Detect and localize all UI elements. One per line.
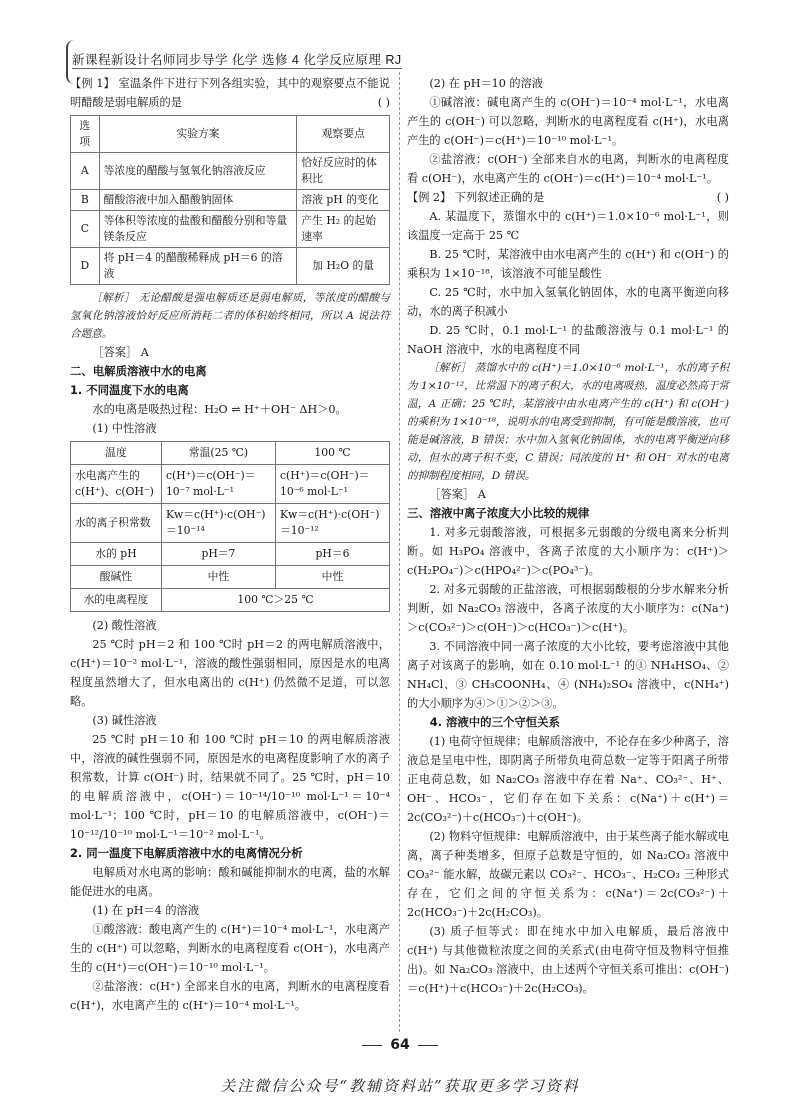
table-cell: 温度 [71, 442, 162, 465]
water-ionization-table [70, 441, 390, 612]
table-cell: 常温(25 ℃) [161, 442, 275, 465]
table-cell: pH＝7 [161, 543, 275, 566]
table-cell: 水的电离程度 [71, 589, 162, 612]
table-cell: 醋酸溶液中加入醋酸钠固体 [99, 190, 297, 211]
example-1-question: 【例 1】 室温条件下进行下列各组实验，其中的观察要点不能说明醋酸是弱电解质的是 ( ) [70, 77, 390, 109]
example-2-option-c: C. 25 ℃时，水中加入氢氧化钠固体，水的电离平衡逆向移动，水的离子积减小 [407, 286, 729, 318]
water-ionization-text: 水的电离是吸热过程：H₂O ⇌ H⁺＋OH⁻ ΔH＞0。 [92, 403, 347, 416]
table-cell: A [71, 153, 100, 190]
example-2-question: 【例 2】 下列叙述正确的是 ( ) [407, 191, 729, 204]
example-2-answer: ［答案］ A [429, 488, 486, 501]
table-row [71, 543, 390, 566]
table-cell: 酸碱性 [71, 566, 162, 589]
table-cell: 加 H₂O 的量 [297, 248, 390, 285]
example-1-table [70, 115, 390, 285]
ph4-acid-text: ①酸溶液：酸电离产生的 c(H⁺)＝10⁻⁴ mol·L⁻¹，水电离产生的 c(H⁺) 可以忽略，判断水的电离程度看 c(OH⁻)，水电离产生的 c(H⁺)＝c(OH⁻)＝10⁻¹⁰ mol·L⁻¹。 [70, 923, 390, 974]
table-cell: 中性 [275, 566, 389, 589]
rule-4-title: 4. 溶液中的三个守恒关系 [429, 715, 560, 729]
example-2-option-a: A. 某温度下，蒸馏水中的 c(H⁺)＝1.0×10⁻⁶ mol·L⁻¹，则该温度一定高于 25 ℃ [407, 210, 729, 242]
subsection-2-2: 2. 同一温度下电解质溶液中水的电离情况分析 [70, 846, 303, 860]
ph4-salt-text: ②盐溶液：c(H⁺) 全部来自水的电离，判断水的电离程度看 c(H⁺)，水电离产生的 c(H⁺)＝10⁻⁴ mol·L⁻¹。 [70, 980, 390, 1012]
table-cell: Kw＝c(H⁺)·c(OH⁻)＝10⁻¹² [275, 504, 389, 543]
table-header-cell: 选项 [71, 116, 100, 153]
table-cell: 水的 pH [71, 543, 162, 566]
table-cell: 恰好反应时的体积比 [297, 153, 390, 190]
acid-solution-label: (2) 酸性溶液 [92, 619, 157, 632]
table-cell: 100 ℃ [275, 442, 389, 465]
ph10-label: (2) 在 pH＝10 的溶液 [429, 77, 543, 90]
table-cell: 等浓度的醋酸与氢氧化钠溶液反应 [99, 153, 297, 190]
table-row [71, 465, 390, 504]
table-row [71, 442, 390, 465]
right-column [407, 74, 729, 998]
table-cell: 水电离产生的 c(H⁺)、c(OH⁻) [71, 465, 162, 504]
ph4-label: (1) 在 pH＝4 的溶液 [92, 904, 199, 917]
table-row [71, 153, 390, 190]
base-solution-text: 25 ℃时 pH＝10 和 100 ℃时 pH＝10 的两电解质溶液中，溶液的碱性强弱不同，原因是水的电离程度影响了水的离子积常数，计算 c(OH⁻) 时，结果就不同了。25 ℃时，pH＝10 的电解质溶液中，c(OH⁻)＝10⁻¹⁴/10⁻¹⁰ mol·L⁻¹＝10⁻⁴ mol·L⁻¹；100 ℃时，pH＝10 的电解质溶液中，c(OH⁻)＝10⁻¹²/10⁻¹⁰ mol·L⁻¹＝10⁻² mol·L⁻¹。 [70, 733, 390, 841]
header-rule [72, 68, 402, 69]
table-cell: 中性 [161, 566, 275, 589]
table-cell: D [71, 248, 100, 285]
table-cell: C [71, 211, 100, 248]
table-row [71, 504, 390, 543]
proton-conservation: (3) 质子恒等式：即在纯水中加入电解质，最后溶液中 c(H⁺) 与其他微粒浓度之间的关系式(由电荷守恒及物料守恒推出)。如 Na₂CO₃ 溶液中，由上述两个守恒关系可推出：c(OH⁻)＝c(H⁺)＋c(HCO₃⁻)＋2c(H₂CO₃)。 [407, 925, 729, 995]
column-divider [399, 72, 400, 1032]
table-cell: Kw＝c(H⁺)·c(OH⁻)＝10⁻¹⁴ [161, 504, 275, 543]
table-cell: 水的离子积常数 [71, 504, 162, 543]
ph10-base-text: ①碱溶液：碱电离产生的 c(OH⁻)＝10⁻⁴ mol·L⁻¹，水电离产生的 c(OH⁻) 可以忽略，判断水的电离程度看 c(H⁺)，水电离产生的 c(OH⁻)＝c(H⁺)＝10⁻¹⁰ mol·L⁻¹。 [407, 96, 729, 147]
table-cell: 100 ℃＞25 ℃ [161, 589, 389, 612]
table-cell: c(H⁺)＝c(OH⁻)＝10⁻⁷ mol·L⁻¹ [161, 465, 275, 504]
table-cell: pH＝6 [275, 543, 389, 566]
table-cell: B [71, 190, 100, 211]
table-header-cell: 实验方案 [99, 116, 297, 153]
table-cell: 溶液 pH 的变化 [297, 190, 390, 211]
electrolyte-effect-text: 电解质对水电离的影响：酸和碱能抑制水的电离，盐的水解能促进水的电离。 [70, 866, 390, 898]
table-header-row [71, 116, 390, 153]
rule-2: 2. 对多元弱酸的正盐溶液，可根据弱酸根的分步水解来分析判断，如 Na₂CO₃ 溶液中，各离子浓度的大小顺序为：c(Na⁺)＞c(CO₃²⁻)＞c(OH⁻)＞c(HCO₃⁻)＞c(H⁺)。 [407, 583, 729, 634]
section-3-title: 三、溶液中离子浓度大小比较的规律 [407, 506, 590, 520]
table-header-cell: 观察要点 [297, 116, 390, 153]
left-column [70, 74, 390, 1015]
rule-1: 1. 对多元弱酸溶液，可根据多元弱酸的分级电离来分析判断。如 H₃PO₄ 溶液中，各离子浓度的大小顺序为：c(H⁺)＞c(H₂PO₄⁻)＞c(HPO₄²⁻)＞c(PO₄³⁻)。 [407, 526, 729, 577]
rule-3: 3. 不同溶液中同一离子浓度的大小比较，要考虑溶液中其他离子对该离子的影响，如在 0.10 mol·L⁻¹ 的① NH₄HSO₄、② NH₄Cl、③ CH₃COONH₄、④ (NH₄)₂SO₄ 溶液中，c(NH₄⁺) 的大小顺序为④＞①＞②＞③。 [407, 640, 729, 710]
page-number: 64 [0, 1037, 800, 1053]
material-conservation: (2) 物料守恒规律：电解质溶液中，由于某些离子能水解或电离，离子种类增多，但原子总数是守恒的，如 Na₂CO₃ 溶液中 CO₃²⁻ 能水解，故碳元素以 CO₃²⁻、HCO₃⁻、H₂CO₃ 三种形式存在，它们之间的守恒关系为：c(Na⁺)＝2c(CO₃²⁻)＋2c(HCO₃⁻)＋2c(H₂CO₃)。 [407, 830, 729, 919]
page-header: 新课程新设计名师同步导学 化学 选修 4 化学反应原理 RJ [72, 53, 402, 67]
subsection-2-1: 1. 不同温度下水的电离 [70, 383, 189, 397]
neutral-solution-label: (1) 中性溶液 [92, 422, 157, 435]
base-solution-label: (3) 碱性溶液 [92, 714, 157, 727]
section-2-title: 二、电解质溶液中水的电离 [70, 364, 207, 378]
table-cell: c(H⁺)＝c(OH⁻)＝10⁻⁶ mol·L⁻¹ [275, 465, 389, 504]
table-cell: 将 pH＝4 的醋酸稀释成 pH＝6 的溶液 [99, 248, 297, 285]
table-row [71, 190, 390, 211]
acid-solution-text: 25 ℃时 pH＝2 和 100 ℃时 pH＝2 的两电解质溶液中，c(H⁺)＝10⁻² mol·L⁻¹，溶液的酸性强弱相同，原因是水的电离程度虽然增大了，但水电离出的 c(H⁺) 仍然微不足道，可以忽略。 [70, 638, 390, 708]
charge-conservation: (1) 电荷守恒规律：电解质溶液中，不论存在多少种离子，溶液总是呈电中性，即阴离子所带负电荷总数一定等于阳离子所带正电荷总数，如 Na₂CO₃ 溶液中存在着 Na⁺、CO₃²⁻、H⁺、OH⁻、HCO₃⁻，它们存在如下关系：c(Na⁺)＋c(H⁺)＝2c(CO₃²⁻)＋c(HCO₃⁻)＋c(OH⁻)。 [407, 735, 729, 824]
example-2-option-d: D. 25 ℃时，0.1 mol·L⁻¹ 的盐酸溶液与 0.1 mol·L⁻¹ 的 NaOH 溶液中，水的电离程度不同 [407, 324, 729, 356]
example-1-analysis: ［解析］ 无论醋酸是强电解质还是弱电解质，等浓度的醋酸与氢氧化钠溶液恰好反应所消耗二者的体积始终相同，所以 A 说法符合题意。 [70, 292, 390, 340]
table-row [71, 566, 390, 589]
example-2-analysis: ［解析］ 蒸馏水中的 c(H⁺)＝1.0×10⁻⁶ mol·L⁻¹，水的离子积为 1×10⁻¹²，比常温下的离子积大，水的电离吸热，温度必然高于常温，A 正确；25 ℃时，某溶液中由水电离产生的 c(H⁺) 和 c(OH⁻) 的乘积为 1×10⁻¹⁸，说明水的电离受到抑制，有可能是酸溶液，也可能是碱溶液，B 错误；水中加入氢氧化钠固体，水的电离平衡逆向移动，但水的离子积不变，C 错误；同浓度的 H⁺ 和 OH⁻ 对水的电离的抑制程度相同，D 错误。 [407, 362, 729, 482]
table-row [71, 248, 390, 285]
table-cell: 等体积等浓度的盐酸和醋酸分别和等量镁条反应 [99, 211, 297, 248]
example-2-option-b: B. 25 ℃时，某溶液中由水电离产生的 c(H⁺) 和 c(OH⁻) 的乘积为 1×10⁻¹⁸，该溶液不可能呈酸性 [407, 248, 729, 280]
table-row [71, 589, 390, 612]
example-1-answer: ［答案］ A [92, 346, 149, 359]
table-row [71, 211, 390, 248]
ph10-salt-text: ②盐溶液：c(OH⁻) 全部来自水的电离，判断水的电离程度看 c(OH⁻)，水电离产生的 c(OH⁻)＝c(H⁺)＝10⁻⁴ mol·L⁻¹。 [407, 153, 729, 185]
footer-note: 关注微信公众号“教辅资料站”获取更多学习资料 [220, 1077, 580, 1095]
table-cell: 产生 H₂ 的起始速率 [297, 211, 390, 248]
